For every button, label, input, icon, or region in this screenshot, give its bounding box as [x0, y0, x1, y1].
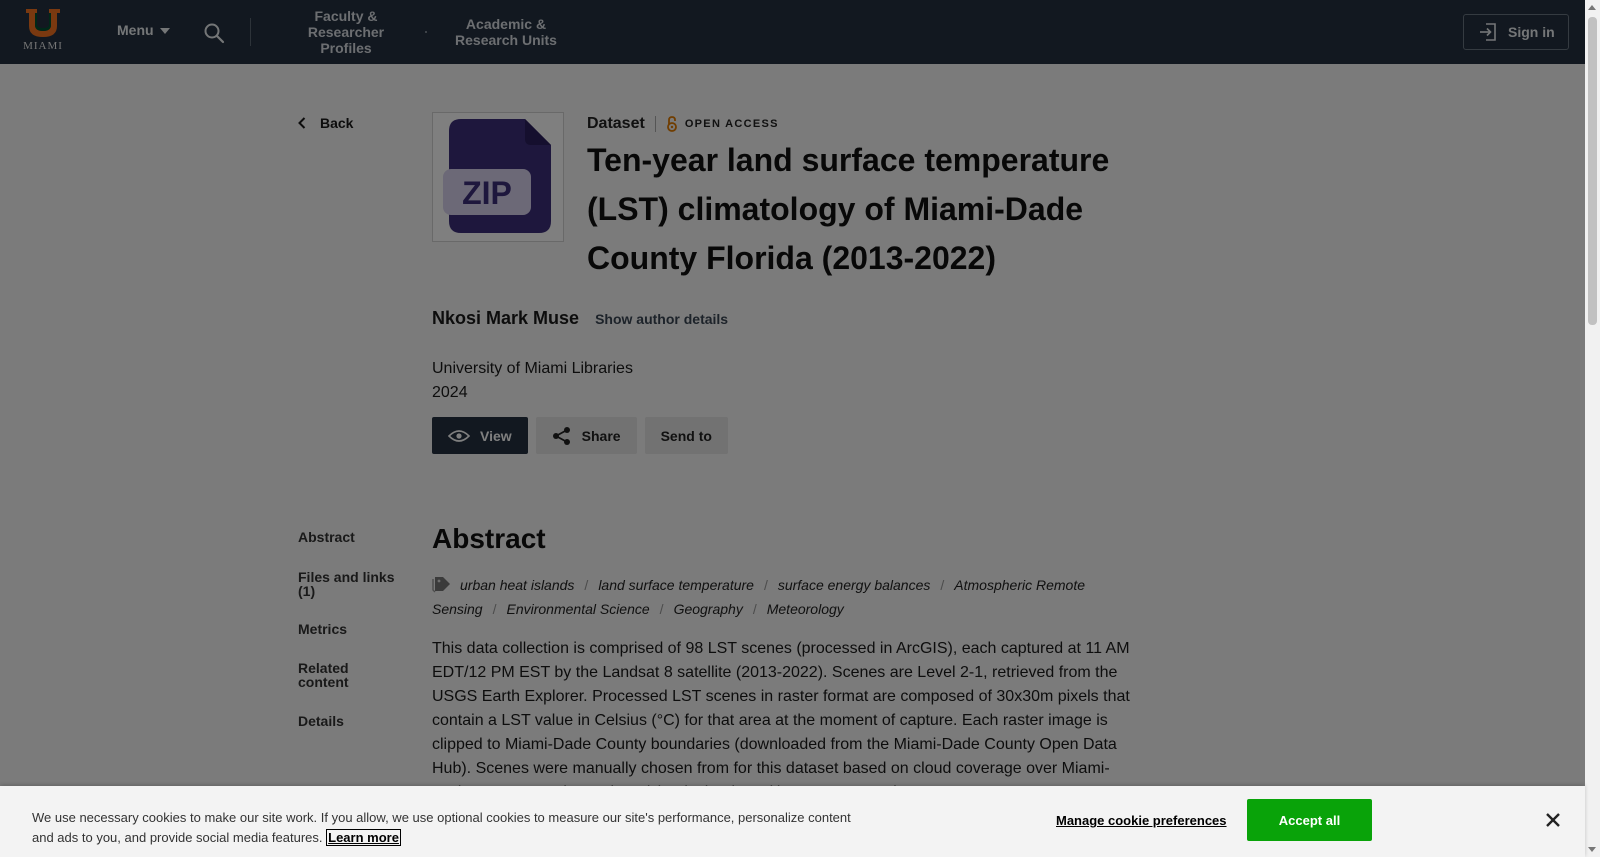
cookie-text — [32, 808, 872, 848]
scrollbar-thumb[interactable] — [1588, 17, 1597, 325]
cookie-banner — [0, 786, 1585, 857]
accept-all-button[interactable]: Accept all — [1247, 799, 1372, 841]
scroll-down-arrow-icon[interactable] — [1588, 847, 1596, 852]
close-icon[interactable] — [1543, 810, 1563, 830]
cookie-message: We use necessary cookies to make our site work. If you allow, we use optional cookies to measure our site's performance, personalize content and ads to you, and provide social media features. — [32, 810, 851, 845]
page-scrollbar[interactable] — [1585, 0, 1600, 857]
learn-more-link[interactable]: Learn more — [328, 830, 399, 845]
manage-cookie-preferences-link[interactable]: Manage cookie preferences — [1056, 813, 1227, 828]
scroll-up-arrow-icon[interactable] — [1588, 5, 1596, 10]
